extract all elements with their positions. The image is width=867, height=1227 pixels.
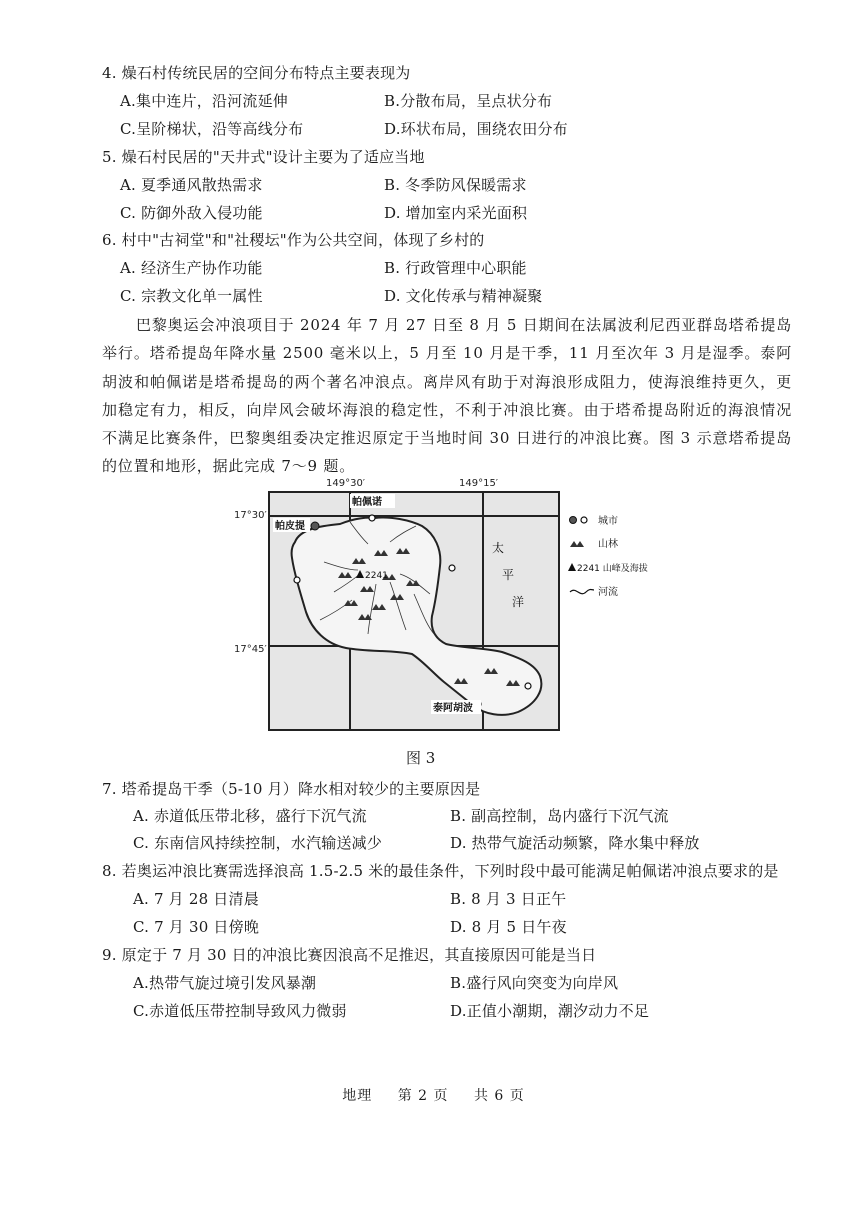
question-5-option-d: D. 增加室内采光面积: [384, 204, 528, 222]
question-6-option-d: D. 文化传承与精神凝聚: [384, 287, 543, 305]
question-4-stem: 4. 燥石村传统民居的空间分布特点主要表现为: [102, 64, 411, 82]
question-5-stem: 5. 燥石村民居的"天井式"设计主要为了适应当地: [102, 148, 425, 166]
question-7-option-c: C. 东南信风持续控制，水汽输送减少: [133, 834, 383, 852]
question-9-option-d: D.正值小潮期，潮汐动力不足: [450, 1002, 650, 1020]
question-7-option-b: B. 副高控制，岛内盛行下沉气流: [450, 807, 669, 825]
legend-city-open: [581, 517, 587, 523]
legend-river-label: 河流: [598, 587, 618, 598]
question-6-option-c: C. 宗教文化单一属性: [120, 287, 263, 305]
question-9-stem: 9. 原定于 7 月 30 日的冲浪比赛因浪高不足推迟，其直接原因可能是当日: [102, 946, 597, 964]
question-9-option-a: A.热带气旋过境引发风暴潮: [133, 974, 317, 992]
question-8-stem: 8. 若奥运冲浪比赛需选择浪高 1.5-2.5 米的最佳条件，下列时段中最可能满足帕佩诺冲浪点要求的是: [102, 862, 779, 880]
legend-city-label: 城市: [598, 516, 618, 527]
legend-peak-icon: [568, 563, 576, 571]
peak-elevation-label: 2241: [365, 571, 388, 581]
question-9-option-b: B.盛行风向突变为向岸风: [450, 974, 619, 992]
question-8-option-d: D. 8 月 5 日午夜: [450, 918, 567, 936]
legend-river-icon: [570, 590, 594, 594]
lon-label-1: 149°30′: [326, 478, 366, 489]
footer-subject: 地理: [342, 1088, 373, 1104]
question-6-stem: 6. 村中"古祠堂"和"社稷坛"作为公共空间，体现了乡村的: [102, 231, 485, 249]
lat-label-2: 17°45′: [234, 644, 267, 655]
place-label-teahupoo: 泰阿胡波: [433, 703, 473, 714]
question-6-option-a: A. 经济生产协作功能: [120, 259, 263, 277]
question-5-option-a: A. 夏季通风散热需求: [120, 176, 263, 194]
question-7-stem: 7. 塔希提岛干季（5-10 月）降水相对较少的主要原因是: [102, 780, 481, 798]
lat-label-1: 17°30′: [234, 510, 267, 521]
legend-city-filled: [570, 517, 577, 524]
place-label-papenoo: 帕佩诺: [352, 497, 382, 508]
legend-forest-label: 山林: [598, 539, 618, 550]
question-8-option-a: A. 7 月 28 日清晨: [133, 890, 259, 908]
footer-total-pages: 共 6 页: [473, 1088, 525, 1104]
footer-page-number: 第 2 页: [397, 1088, 449, 1104]
tahiti-map-figure: [234, 474, 670, 736]
figure-caption: 图 3: [406, 749, 436, 767]
lon-label-2: 149°15′: [459, 478, 499, 489]
question-8-option-c: C. 7 月 30 日傍晚: [133, 918, 260, 936]
place-label-papeete: 帕皮提: [275, 521, 305, 532]
legend-forest-icon: [570, 541, 584, 547]
question-5-option-b: B. 冬季防风保暖需求: [384, 176, 527, 194]
city-marker: [525, 683, 531, 689]
page-footer: [0, 1085, 867, 1105]
question-4-option-a: A.集中连片，沿河流延伸: [120, 92, 289, 110]
question-4-option-d: D.环状布局，围绕农田分布: [384, 120, 568, 138]
question-5-option-c: C. 防御外敌入侵功能: [120, 204, 263, 222]
legend-peak-label: 2241 山峰及海拔: [577, 564, 648, 574]
city-marker: [294, 577, 300, 583]
question-6-option-b: B. 行政管理中心职能: [384, 259, 527, 277]
ocean-label-2: 平: [502, 568, 515, 582]
city-papeete-marker: [311, 522, 319, 530]
city-papenoo-marker: [369, 515, 375, 521]
reading-passage: 巴黎奥运会冲浪项目于 2024 年 7 月 27 日至 8 月 5 日期间在法属波利尼西亚群岛塔希提岛举行。塔希提岛年降水量 2500 毫米以上，5 月至 10 月是干季，11 月至次年 3 月是湿季。泰阿胡波和帕佩诺是塔希提岛的两个著名冲浪点。离岸风有助于对海浪形成阻力，使海浪维持更久，更加稳定有力，相反，向岸风会破坏海浪的稳定性，不利于冲浪比赛。由于塔希提岛附近的海浪情况不满足比赛条件，巴黎奥组委决定推迟原定于当地时间 30 日进行的冲浪比赛。图 3 示意塔希提岛的位置和地形，据此完成 7～9 题。: [102, 316, 792, 476]
question-7-option-a: A. 赤道低压带北移，盛行下沉气流: [133, 807, 367, 825]
ocean-label-1: 太: [492, 541, 505, 555]
question-9-option-c: C.赤道低压带控制导致风力微弱: [133, 1002, 347, 1020]
ocean-label-3: 洋: [512, 595, 525, 609]
city-marker: [449, 565, 455, 571]
map-legend: [568, 514, 648, 598]
question-8-option-b: B. 8 月 3 日正午: [450, 890, 567, 908]
question-4-option-b: B.分散布局，呈点状分布: [384, 92, 553, 110]
question-4-option-c: C.呈阶梯状，沿等高线分布: [120, 120, 304, 138]
question-7-option-d: D. 热带气旋活动频繁，降水集中释放: [450, 834, 700, 852]
